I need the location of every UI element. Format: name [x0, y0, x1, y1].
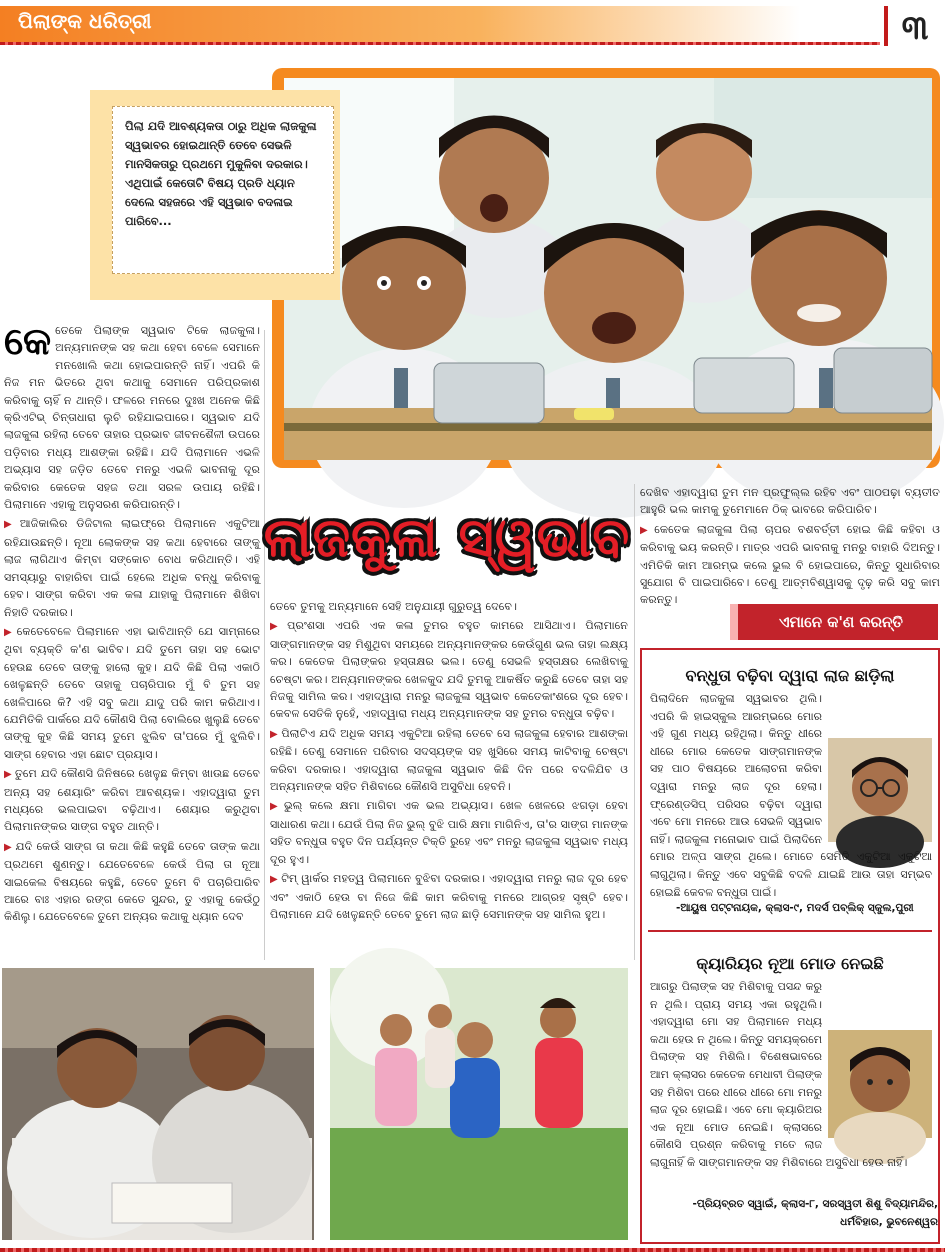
story1-title: ବନ୍ଧୁତା ବଢ଼ିବା ଦ୍ୱାରା ଲାଜ ଛାଡ଼ିଲା [685, 666, 895, 685]
paragraph-text: ତେବେ ତୁମକୁ ଅନ୍ୟମାନେ ସେହି ଅନୁଯାୟୀ ଗୁରୁତ୍ୱ ଦେବେ। [270, 600, 518, 613]
story1-text [650, 690, 932, 908]
drop-cap: କେ [4, 319, 52, 363]
masthead [0, 0, 945, 50]
paragraph-text: ଟିମ୍ ୱାର୍କର ମହତ୍ୱ ପିଲାମାନେ ବୁଝିବା ଦରକାର। ଏହାଦ୍ୱାରା ମନରୁ ଲାଜ ଦୂର ହେବ ଏବଂ ଏକାଠି ହେଉ ବା ନିଜେ କିଛି କାମ କରିବାକୁ ମନରେ ଆଗ୍ରହ ସୃଷ୍ଟି ହେବ। ପିଲାମାନେ ଯଦି ଖେଳୁଛନ୍ତି ତେବେ ତୁମେ ଲାଜ ଛାଡ଼ି ସେମାନଙ୍କ ସହ ସାମିଲ ହୁଅ। [270, 872, 628, 921]
article-paragraph [640, 521, 940, 609]
paragraph-text: ପ୍ରଂଶସା ଏପରି ଏକ କଳା ତୁମର ବହୁତ କାମରେ ଆସିଥାଏ। ପିଲାମାନେ ସାଙ୍ଗମାନଙ୍କ ସହ ମିଶୁଥିବା ସମୟରେ ଅନ୍ୟମାନଙ୍କର କେଉଁଗୁଣ ଭଲ ତାହା ଲକ୍ଷ୍ୟ କର। କେତେକ ପିଲାଙ୍କର ହସ୍ତାକ୍ଷର ଭଲ। ତେଣୁ ସେଭଳି ହସ୍ତାକ୍ଷର ଲେଖିବାକୁ ଚେଷ୍ଟା କର। ଅନ୍ୟମାନଙ୍କର ଖେଳକୁଦ ଯଦି ତୁମକୁ ଆକର୍ଷିତ କରୁଛି ତେବେ ତାହା ସହ ନିଜକୁ ସାମିଲ କର। ଏହାଦ୍ୱାରା ମନରୁ ଲାଜକୁଳା ସ୍ୱଭାବ କେତେକାଂଶରେ ଦୂର ହେବ। କେବଳ ସେତିକି ନୁହେଁ, ଏହାଦ୍ୱାରା ମଧ୍ୟ ଅନ୍ୟମାନଙ୍କ ସହ ତୁମର ବନ୍ଧୁତା ବଢ଼ିବ। [270, 619, 628, 721]
article-paragraph [270, 598, 628, 615]
hero-photo [284, 78, 932, 460]
article-paragraph [4, 765, 260, 836]
article-paragraph [4, 838, 260, 926]
bottom-photo-students-reading [2, 968, 314, 1240]
story1-signature: -ଆୟୁଷ ପଟ୍ଟନାୟକ, କ୍ଲାସ-୯, ମଦର୍ସ ପବ୍ଲିକ୍ ସ୍କୁଲ,ପୁରୀ [676, 902, 914, 914]
bullet-triangle-icon: ▶ [640, 524, 652, 536]
article-title: ଲାଜକୁଳା ସ୍ୱଭାବ [263, 506, 631, 569]
story2-signature-line1: -ପ୍ରିୟବ୍ରତ ସ୍ୱାଇଁ, କ୍ଲାସ-୮, ସରସ୍ୱତୀ ଶିଶୁ ବିଦ୍ୟାମନ୍ଦିର, [692, 1198, 938, 1210]
intro-callout: ପିଲା ଯଦି ଆବଶ୍ୟକତା ଠାରୁ ଅଧିକ ଲାଜକୁଳା ସ୍ୱଭାବର ହୋଇଥାନ୍ତି ତେବେ ସେଭଳି ମାନସିକତାରୁ ପ୍ରଥମେ ମୁକୁଳିବା ଦରକାର। ଏଥିପାଇଁ କେତୋଟି ବିଷୟ ପ୍ରତି ଧ୍ୟାନ ଦେଲେ ସହଜରେ ଏହି ସ୍ୱଭାବ ବଦଳାଇ ପାରିବେ... [112, 106, 334, 274]
story2-body: ଆଗରୁ ପିଲାଙ୍କ ସହ ମିଶିବାକୁ ପସନ୍ଦ କରୁ ନ ଥିଲି। ପ୍ରାୟ ସମୟ ଏକା ରହୁଥିଲି। ଏହାଦ୍ୱାରା ମୋ ସହ ପିଲାମାନେ ମଧ୍ୟ କଥା ହେଉ ନ ଥିଲେ। କିନ୍ତୁ ସମୟକ୍ରମେ ପିଲାଙ୍କ ସହ ମିଶିଲି। ବିଶେଷଭାବରେ ଆମ କ୍ଲାସର କେତେକ ମେଧାବୀ ପିଲାଙ୍କ ସହ ମିଶିବା ପରେ ଧୀରେ ଧୀରେ ମୋ ମନରୁ ଲାଜ ଦୂର ହୋଇଛି। ଏବେ ମୋ କ୍ୟାରିଅର ଏକ ନୂଆ ମୋଡ ନେଇଛି। କ୍ଲାସରେ କୌଣସି ପ୍ରଶ୍ନ କରିବାକୁ ମତେ ଲାଜ ଲାଗୁନାହିଁ କି ସାଙ୍ଗମାନଙ୍କ ସହ ମିଶିବାରେ ଅସୁବିଧା ହେଉ ନାହିଁ। [650, 980, 908, 1169]
page-number-bar [884, 6, 888, 46]
portrait-illustration [828, 738, 932, 842]
story2-text [650, 978, 932, 1178]
bullet-triangle-icon: ▶ [270, 621, 285, 633]
story1-body: ପିଲାଦିନେ ଲାଜକୁଳା ସ୍ୱଭାବର ଥିଲି। ଏପରି କି ହାଇସ୍କୁଲ ଆରମ୍ଭରେ ମୋର ଏହି ଗୁଣ ମଧ୍ୟ ରହିଥିଲା। କିନ୍ତୁ ଧୀରେ ଧୀରେ ମୋର କେତେକ ସାଙ୍ଗମାନଙ୍କ ସହ ପାଠ ବିଷୟରେ ଆଲୋଚନା କରିବା ଦ୍ୱାରା ମନରୁ ଲାଜ ଦୂର ହେଲା। ଫ୍ରେଣ୍ଡସିପ୍ ପରିସର ବଢ଼ିବା ଦ୍ୱାରା ଏବେ ମୋ ମନରେ ଆଉ ସେଭଳି ସ୍ୱଭାବ ନାହିଁ। ଲାଜକୁଳା ମନୋଭାବ ପାଇଁ ପିଲାଦିନେ ମୋର ଅଳ୍ପ ସାଙ୍ଗ ଥିଲେ। ମୋତେ ସେମିତି ଏକୁଟିଆ ଏକୁଟିଆ ଲାଗୁଥିଲା। କିନ୍ତୁ ଏବେ ସବୁକିଛି ବଦଳି ଯାଇଛି ଆଉ ତାହା ସମ୍ଭବ ହୋଇଛି କେବଳ ବନ୍ଧୁତା ପାଇଁ। [650, 692, 932, 899]
paragraph-text: କେତେକ ଲାଜକୁଳା ପିଲା ଚାପର ବଶବର୍ତ୍ତୀ ହୋଇ କିଛି କହିବା ଓ କରିବାକୁ ଭୟ କରନ୍ତି। ମାତ୍ର ଏପରି ଭାବନାକୁ ମନରୁ ବାହାରି ଦିଅନ୍ତୁ। ଏମିତିକି କାମ ଆରମ୍ଭ କଲେ ଭୁଲ ବି ହୋଇପାରେ, କିନ୍ତୁ ସୁଧାରିବାର ସୁଯୋଗ ବି ପାଇପାରିବେ। ତେଣୁ ଆତ୍ମବିଶ୍ୱାସକୁ ଦୃଢ଼ କରି ସବୁ କାମ କରନ୍ତୁ। [640, 522, 941, 607]
bottom-photo-kids-running [330, 968, 628, 1240]
bottom-photo-2-illustration [330, 968, 628, 1240]
article-paragraph [270, 617, 628, 722]
article-paragraph [640, 484, 940, 519]
article-paragraph [4, 515, 260, 620]
article-paragraph [4, 623, 260, 763]
paragraph-text: ଦେଖିବ ଏହାଦ୍ୱାରା ତୁମ ମନ ପ୍ରଫୁଲ୍ଲ ରହିବ ଏବଂ ପାଠପଢ଼ା ବ୍ୟତୀତ ଆହୁରି ଭଲ କାମକୁ ତୁମେମାନେ ଠିକ୍ ଭାବରେ କରିପାରିବ। [640, 486, 940, 517]
bullet-triangle-icon: ▶ [4, 626, 14, 638]
bullet-triangle-icon: ▶ [270, 801, 281, 813]
section-title: ପିଲାଙ୍କ ଧରିତ୍ରୀ [18, 9, 152, 33]
bullet-triangle-icon: ▶ [4, 519, 17, 531]
column-divider [634, 484, 635, 960]
bottom-photo-1-illustration [2, 968, 314, 1240]
story2-signature-line2: ଧର୍ମବିହାର, ଭୁବନେଶ୍ୱର [840, 1216, 938, 1228]
column-divider [264, 330, 265, 960]
paragraph-text: କେତେବେଳେ ପିଲାମାନେ ଏହା ଭାବିଥାନ୍ତି ଯେ ସାମ୍ନାରେ ଥିବା ବ୍ୟକ୍ତି କ'ଣ ଭାବିବ। ଯଦି ତୁମେ ତାହା ସହ ଭୋଟ ହେଉଛ ତେବେ ତାଙ୍କୁ ହାଲୋ କୁହ। ଯଦି କିଛି ପିଲା ଏକାଠି ଖେଳୁଛନ୍ତି ତେବେ ତାହାକୁ ପଚାରିପାର ମୁଁ ବି ତୁମ ସହ ଖେଳିପାରେ କି? ଏହି ସବୁ କଥା ଯାଦୁ ପରି କାମ କରିଥାଏ। ଯେମିତିକି ପାର୍କରେ ଯଦି କୌଣସି ପିଲା ବୋଲିରେ ଖୁଲୁଛି ତେବେ ତାଙ୍କୁ କୁହ କିଛି ସମୟ ତୁମେ ଝୁଲିବ ତା'ପରେ ମୁଁ ଝୁଲିବି। ସାଙ୍ଗ ହେବାର ଏହା ଛୋଟ ପ୍ରୟାସ। [4, 624, 260, 761]
story1-portrait [828, 738, 932, 842]
paragraph-text: ଯଦି କେଉଁ ସାଙ୍ଗ ତା କଥା କିଛି କହୁଛି ତେବେ ତାଙ୍କ କଥା ପ୍ରଥମେ ଶୁଣନ୍ତୁ। ଯେତେବେଳେ କେଉଁ ପିଲା ତା ନୂଆ ସାଇକେଲ ବିଷୟରେ କହୁଛି, ତେବେ ତୁମେ ବି ପଚାରିପାରିବ ଆରେ ବାଃ ଏହାର ରଙ୍ଗ କେତେ ସୁନ୍ଦର, ତୁ ଏହାକୁ କେଉଁଠୁ କିଣିଲୁ। ଯେତେବେଳେ ତୁମେ ଅନ୍ୟର କଥାକୁ ଧ୍ୟାନ ଦେବ [4, 839, 260, 924]
bullet-triangle-icon: ▶ [4, 769, 12, 781]
paragraph-text: ତୁମେ ଯଦି କୌଣସି ଜିନିଷରେ ଖେଳୁଛ କିମ୍ବା ଖାଉଛ ତେବେ ଅନ୍ୟ ସହ ଶେୟାରିଂ କରିବା ଆବଶ୍ୟକ। ଏହାଦ୍ୱାରା ତୁମ ମଧ୍ୟରେ ଭଲପାଇବା ବଢ଼ିଥାଏ। ଶେୟାର କରୁଥିବା ପିଲାମାନଙ୍କର ସାଙ୍ଗ ବହୁତ ଥାନ୍ତି। [4, 767, 260, 834]
testimonials-box [640, 648, 940, 1244]
paragraph-text: ପିଲାଟିଏ ଯଦି ଅଧିକ ସମୟ ଏକୁଟିଆ ରହିଲା ତେବେ ସେ ଲାଜକୁଳା ହେବାର ଆଶଙ୍କା ରହିଛି। ତେଣୁ ସେମାନେ ପରିବାର ସଦସ୍ୟଙ୍କ ସହ ଖୁସିରେ ସମୟ କାଟିବାକୁ ଚେଷ୍ଟା କରିବା ଦରକାର। ଏହାଦ୍ୱାରା ଲାଜକୁଳା ସ୍ୱଭାବ କିଛି ଦିନ ପରେ ବଦଳିଯିବ ଓ ଅନ୍ୟମାନଙ୍କ ସହିତ ମିଶିବାରେ କୌଣସି ଅସୁବିଧା ହେବନି। [270, 726, 628, 794]
article-column-2 [270, 598, 628, 962]
article-paragraph [270, 725, 628, 796]
story2-title: କ୍ୟାରିୟର ନୂଆ ମୋଡ ନେଇଛି [696, 954, 884, 973]
article-paragraph [4, 319, 260, 513]
hero-photo-illustration [284, 78, 932, 460]
top-rule [0, 42, 880, 45]
article-paragraph [270, 797, 628, 868]
article-paragraph [270, 870, 628, 923]
paragraph-text: ଆଜିକାଲିର ଡିଜିଟାଲ ଲାଇଫ୍‌ରେ ପିଲାମାନେ ଏକୁଟିଆ ରହିଯାଉଛନ୍ତି। ନୂଆ ଲୋକଙ୍କ ସହ କଥା ହେବାରେ ତାଙ୍କୁ ଲାଜ ଲାଗିଥାଏ କିମ୍ବା ସଙ୍କୋଚ ବୋଧ କରିଥାନ୍ତି। ଏହି ସମସ୍ୟାରୁ ବାହାରିବା ପାଇଁ ହେଲେ ଅଧିକ ବନ୍ଧୁ କରିବାକୁ ହେବ। ସାଙ୍ଗ କରିବା ଏକ କଳା ଯାହାକୁ ପିଲାମାନେ ଶିଖିବା ନିହାତି ଦରକାର। [4, 517, 260, 619]
story-divider [648, 930, 932, 932]
story2-portrait [828, 1030, 932, 1138]
bullet-triangle-icon: ▶ [270, 728, 279, 740]
article-column-3 [640, 484, 941, 607]
bottom-rule [0, 1248, 945, 1252]
paragraph-text: ତେକେ ପିଲାଙ୍କ ସ୍ୱଭାବ ଟିକେ ଲାଜକୁଳା। ଅନ୍ୟମାନଙ୍କ ସହ କଥା ହେବା ବେଳେ ସେମାନେ ମନଖୋଲି କଥା ହୋଇପାରନ୍ତି ନାହିଁ। ଏପରି କି ନିଜ ମନ ଭିତରେ ଥିବା କଥାକୁ ସେମାନେ ପରିପ୍ରକାଶ କରିବାକୁ ଚାହିଁ ନ ଥାନ୍ତି। ଫଳରେ ମନରେ ଦୁଃଖ ଅନେକ କିଛି କ୍ରିଏଟିଭ୍ ଚିନ୍ତାଧାରା ଲୁଚି ରହିଯାଇପାରେ। ସ୍ୱଭାବ ଯଦି ଲାଜକୁଳା ରହିଲା ତେବେ ତାହାର ପ୍ରଭାବ ଜୀବନଶୈଳୀ ଉପରେ ପଡ଼ିବାର ମଧ୍ୟ ଆଶଙ୍କା ରହିଛି। ଯଦି ପିଲାମାନେ ଏଭଳି ଅଭ୍ୟାସ ସହ ଜଡ଼ିତ ତେବେ ମନରୁ ଏଭଳି ଭାବନାକୁ ଦୂର କରିବାର କେତେକ ସହଜ ତଥା ସରଳ ଉପାୟ ରହିଛି। ପିଲାମାନେ ଏହାକୁ ଅନୁସରଣ କରିପାରନ୍ତି। [4, 324, 260, 512]
bullet-triangle-icon: ▶ [4, 841, 13, 853]
bullet-triangle-icon: ▶ [270, 874, 279, 886]
paragraph-text: ଭୁଲ୍ କଲେ କ୍ଷମା ମାଗିବା ଏକ ଭଲ ଅଭ୍ୟାସ। ଖେଳ ଖେଳରେ ଝଗଡ଼ା ହେବା ସାଧାରଣ କଥା। ଯେଉଁ ପିଲା ନିଜ ଭୁଲ୍ ବୁଝି ପାରି କ୍ଷମା ମାଗିନିଏ, ତା'ର ସାଙ୍ଗ ମାନଙ୍କ ସହିତ ବନ୍ଧୁତା ବହୁତ ଦିନ ପର୍ଯ୍ୟନ୍ତ ଟିକ୍ତି ରୁହେ ଏବଂ ମନରୁ ଲାଜକୁଳା ସ୍ୱଭାବ ମଧ୍ୟ ଦୂର ହୁଏ। [270, 799, 628, 866]
portrait-illustration [828, 1030, 932, 1138]
side-header-title: ଏମାନେ କ'ଣ କରନ୍ତି [779, 613, 903, 631]
page-number: ୩ [901, 8, 929, 48]
article-column-1 [4, 319, 260, 962]
